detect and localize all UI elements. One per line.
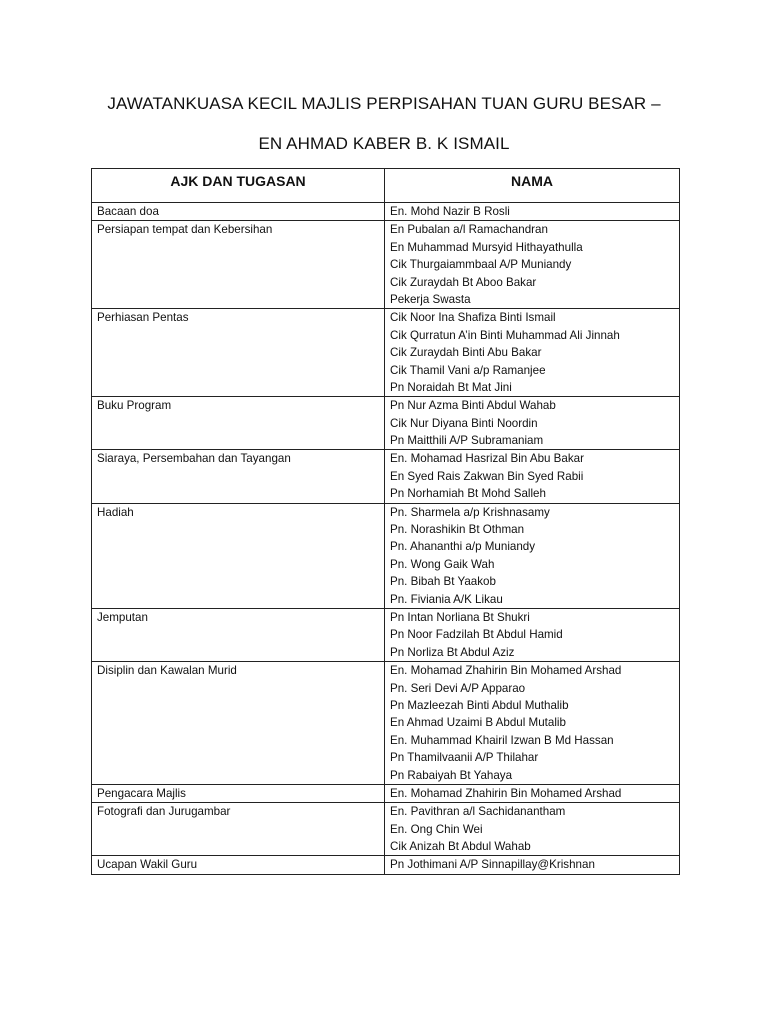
member-name: Pn. Bibah Bt Yaakob [390,575,496,589]
member-name: Pn Noraidah Bt Mat Jini [390,380,512,394]
task-label: Siaraya, Persembahan dan Tayangan [97,452,291,466]
table-row [92,608,680,661]
member-name: En. Mohamad Zhahirin Bin Mohamed Arshad [390,786,622,800]
table-row [92,450,680,503]
names-cell [385,203,680,221]
member-name: Pn Intan Norliana Bt Shukri [390,610,530,624]
task-label: Perhiasan Pentas [97,311,189,325]
member-name: Pn Norliza Bt Abdul Aziz [390,645,515,659]
task-cell [92,856,385,874]
member-name: En Pubalan a/l Ramachandran [390,223,548,237]
member-name: En Ahmad Uzaimi B Abdul Mutalib [390,716,566,730]
task-cell [92,803,385,856]
document-title-line2: EN AHMAD KABER B. K ISMAIL [258,134,510,153]
task-label: Hadiah [97,505,134,519]
table-body [92,203,680,875]
task-cell [92,450,385,503]
member-name: En. Mohamad Hasrizal Bin Abu Bakar [390,452,584,466]
member-name: Pn Rabaiyah Bt Yahaya [390,768,513,782]
names-cell [385,784,680,802]
member-name: Pn. Wong Gaik Wah [390,557,495,571]
member-name: Pn. Norashikin Bt Othman [390,523,525,537]
member-name: Cik Qurratun A’in Binti Muhammad Ali Jinnah [390,328,620,342]
member-name: Cik Zuraydah Bt Aboo Bakar [390,275,537,289]
member-name: Pn Mazleezah Binti Abdul Muthalib [390,698,569,712]
names-cell [385,856,680,874]
table-row [92,221,680,309]
names-cell [385,309,680,397]
member-name: Pn. Sharmela a/p Krishnasamy [390,505,550,519]
task-label: Disiplin dan Kawalan Murid [97,664,237,678]
task-cell [92,784,385,802]
table-row [92,309,680,397]
task-label: Ucapan Wakil Guru [97,858,198,872]
task-label: Jemputan [97,610,148,624]
task-cell [92,397,385,450]
member-name: Cik Thurgaiammbaal A/P Muniandy [390,258,572,272]
member-name: Pn Noor Fadzilah Bt Abdul Hamid [390,628,563,642]
member-name: Cik Thamil Vani a/p Ramanjee [390,363,546,377]
member-name: En. Muhammad Khairil Izwan B Md Hassan [390,733,614,747]
member-name: Cik Anizah Bt Abdul Wahab [390,840,531,854]
member-name: Pn Maitthili A/P Subramaniam [390,434,544,448]
task-cell [92,203,385,221]
task-cell [92,662,385,785]
member-name: Pekerja Swasta [390,292,471,306]
member-name: En. Mohamad Zhahirin Bin Mohamed Arshad [390,664,622,678]
committee-table [91,168,680,875]
member-name: Pn Norhamiah Bt Mohd Salleh [390,487,546,501]
member-name: Pn. Seri Devi A/P Apparao [390,681,526,695]
member-name: Pn Nur Azma Binti Abdul Wahab [390,399,556,413]
member-name: Cik Nur Diyana Binti Noordin [390,416,538,430]
names-cell [385,397,680,450]
member-name: Cik Zuraydah Binti Abu Bakar [390,346,542,360]
task-label: Fotografi dan Jurugambar [97,805,231,819]
member-name: En. Mohd Nazir B Rosli [390,205,510,218]
document-title-line1: JAWATANKUASA KECIL MAJLIS PERPISAHAN TUAN GURU BESAR – [107,94,661,113]
table-row [92,662,680,785]
names-cell [385,221,680,309]
task-cell [92,503,385,608]
member-name: Pn. Fiviania A/K Likau [390,592,503,606]
member-name: En. Pavithran a/l Sachidanantham [390,805,566,819]
names-cell [385,608,680,661]
table-row [92,856,680,874]
table-row [92,203,680,221]
task-label: Persiapan tempat dan Kebersihan [97,223,273,237]
member-name: Pn Thamilvaanii A/P Thilahar [390,751,539,765]
table-header-row [92,169,680,203]
names-cell [385,662,680,785]
table-row [92,803,680,856]
member-name: Pn. Ahananthi a/p Muniandy [390,540,536,554]
member-name: En Muhammad Mursyid Hithayathulla [390,240,583,254]
names-cell [385,803,680,856]
member-name: Cik Noor Ina Shafiza Binti Ismail [390,311,556,325]
task-label: Buku Program [97,399,172,413]
names-cell [385,450,680,503]
table-row [92,784,680,802]
header-task: AJK DAN TUGASAN [92,169,385,203]
table-row [92,503,680,608]
task-cell [92,309,385,397]
names-cell [385,503,680,608]
member-name: Pn Jothimani A/P Sinnapillay@Krishnan [390,858,595,872]
task-cell [92,608,385,661]
task-label: Bacaan doa [97,205,159,218]
member-name: En Syed Rais Zakwan Bin Syed Rabii [390,469,584,483]
task-cell [92,221,385,309]
table-row [92,397,680,450]
member-name: En. Ong Chin Wei [390,822,483,836]
task-label: Pengacara Majlis [97,786,186,800]
header-name: NAMA [385,169,680,203]
